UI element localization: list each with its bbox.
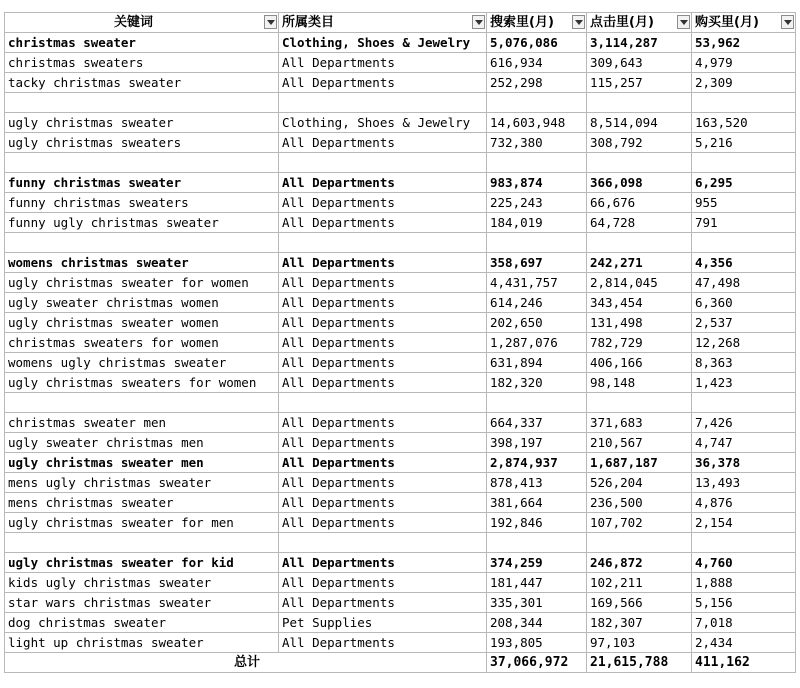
cell-keyword[interactable]: star wars christmas sweater [5, 593, 279, 613]
empty-cell[interactable] [692, 233, 796, 253]
cell-search[interactable]: 4,431,757 [487, 273, 587, 293]
cell-click[interactable]: 107,702 [587, 513, 692, 533]
table-row [5, 453, 796, 473]
cell-keyword[interactable]: ugly christmas sweater women [5, 313, 279, 333]
cell-search[interactable]: 398,197 [487, 433, 587, 453]
cell-purchase[interactable]: 13,493 [692, 473, 796, 493]
cell-search[interactable]: 193,805 [487, 633, 587, 653]
cell-category[interactable]: All Departments [279, 593, 487, 613]
cell-category[interactable]: All Departments [279, 513, 487, 533]
empty-separator-row [5, 153, 796, 173]
cell-search[interactable]: 878,413 [487, 473, 587, 493]
table-row [5, 313, 796, 333]
empty-cell[interactable] [487, 393, 587, 413]
cell-purchase[interactable]: 1,423 [692, 373, 796, 393]
cell-category[interactable]: All Departments [279, 373, 487, 393]
empty-cell[interactable] [487, 153, 587, 173]
cell-keyword[interactable]: ugly christmas sweater [5, 113, 279, 133]
cell-purchase[interactable]: 4,876 [692, 493, 796, 513]
cell-click[interactable]: 169,566 [587, 593, 692, 613]
cell-keyword[interactable]: ugly christmas sweater for women [5, 273, 279, 293]
cell-category[interactable]: All Departments [279, 493, 487, 513]
empty-cell[interactable] [587, 93, 692, 113]
cell-category[interactable]: All Departments [279, 433, 487, 453]
table-row [5, 253, 796, 273]
empty-cell[interactable] [5, 93, 279, 113]
keyword-table [4, 12, 796, 673]
cell-purchase[interactable]: 5,216 [692, 133, 796, 153]
cell-search[interactable]: 664,337 [487, 413, 587, 433]
cell-purchase[interactable]: 2,537 [692, 313, 796, 333]
cell-click[interactable]: 246,872 [587, 553, 692, 573]
total-click[interactable]: 21,615,788 [587, 653, 692, 673]
cell-keyword[interactable]: ugly christmas sweater men [5, 453, 279, 473]
cell-category[interactable]: Pet Supplies [279, 613, 487, 633]
cell-click[interactable]: 406,166 [587, 353, 692, 373]
empty-cell[interactable] [5, 153, 279, 173]
empty-cell[interactable] [5, 233, 279, 253]
table-row [5, 113, 796, 133]
cell-click[interactable]: 526,204 [587, 473, 692, 493]
cell-click[interactable]: 1,687,187 [587, 453, 692, 473]
cell-purchase[interactable]: 4,979 [692, 53, 796, 73]
table-row [5, 493, 796, 513]
cell-search[interactable]: 252,298 [487, 73, 587, 93]
cell-search[interactable]: 184,019 [487, 213, 587, 233]
table-row [5, 213, 796, 233]
cell-purchase[interactable]: 47,498 [692, 273, 796, 293]
cell-click[interactable]: 371,683 [587, 413, 692, 433]
cell-purchase[interactable]: 4,747 [692, 433, 796, 453]
empty-cell[interactable] [5, 533, 279, 553]
cell-keyword[interactable]: funny christmas sweater [5, 173, 279, 193]
table-row [5, 613, 796, 633]
filter-dropdown-icon[interactable] [472, 15, 485, 29]
empty-cell[interactable] [692, 93, 796, 113]
header-label: 购买里(月) [695, 15, 759, 30]
cell-search[interactable]: 614,246 [487, 293, 587, 313]
cell-search[interactable]: 381,664 [487, 493, 587, 513]
cell-click[interactable]: 210,567 [587, 433, 692, 453]
cell-search[interactable]: 1,287,076 [487, 333, 587, 353]
empty-cell[interactable] [587, 393, 692, 413]
cell-search[interactable]: 616,934 [487, 53, 587, 73]
header-label: 点击里(月) [590, 15, 654, 30]
cell-click[interactable]: 782,729 [587, 333, 692, 353]
cell-click[interactable]: 98,148 [587, 373, 692, 393]
empty-cell[interactable] [692, 393, 796, 413]
table-row [5, 553, 796, 573]
cell-click[interactable]: 131,498 [587, 313, 692, 333]
cell-category[interactable]: All Departments [279, 273, 487, 293]
table-row [5, 73, 796, 93]
empty-cell[interactable] [279, 233, 487, 253]
cell-purchase[interactable]: 4,760 [692, 553, 796, 573]
empty-cell[interactable] [487, 233, 587, 253]
total-row [5, 653, 796, 673]
total-purchase[interactable]: 411,162 [692, 653, 796, 673]
header-purchase-volume[interactable] [692, 13, 796, 33]
empty-separator-row [5, 93, 796, 113]
cell-click[interactable]: 102,211 [587, 573, 692, 593]
cell-search[interactable]: 182,320 [487, 373, 587, 393]
cell-category[interactable]: All Departments [279, 293, 487, 313]
cell-search[interactable]: 5,076,086 [487, 33, 587, 53]
cell-click[interactable]: 242,271 [587, 253, 692, 273]
empty-cell[interactable] [279, 93, 487, 113]
table-row [5, 173, 796, 193]
table-body [5, 33, 796, 653]
cell-purchase[interactable]: 6,360 [692, 293, 796, 313]
cell-keyword[interactable]: christmas sweater [5, 33, 279, 53]
table-row [5, 413, 796, 433]
cell-category[interactable]: All Departments [279, 413, 487, 433]
cell-purchase[interactable]: 12,268 [692, 333, 796, 353]
header-search-volume[interactable] [487, 13, 587, 33]
empty-cell[interactable] [692, 153, 796, 173]
cell-purchase[interactable]: 1,888 [692, 573, 796, 593]
empty-cell[interactable] [279, 153, 487, 173]
cell-click[interactable]: 64,728 [587, 213, 692, 233]
cell-keyword[interactable]: funny christmas sweaters [5, 193, 279, 213]
table-row [5, 373, 796, 393]
cell-click[interactable]: 3,114,287 [587, 33, 692, 53]
empty-cell[interactable] [587, 533, 692, 553]
cell-category[interactable]: Clothing, Shoes & Jewelry [279, 113, 487, 133]
cell-category[interactable]: All Departments [279, 553, 487, 573]
cell-search[interactable]: 208,344 [487, 613, 587, 633]
filter-dropdown-icon[interactable] [677, 15, 690, 29]
cell-purchase[interactable]: 2,434 [692, 633, 796, 653]
cell-click[interactable]: 97,103 [587, 633, 692, 653]
empty-separator-row [5, 233, 796, 253]
cell-keyword[interactable]: ugly christmas sweater for men [5, 513, 279, 533]
total-search[interactable]: 37,066,972 [487, 653, 587, 673]
cell-category[interactable]: All Departments [279, 213, 487, 233]
total-label[interactable]: 总计 [5, 653, 487, 673]
cell-click[interactable]: 366,098 [587, 173, 692, 193]
cell-search[interactable]: 192,846 [487, 513, 587, 533]
cell-click[interactable]: 236,500 [587, 493, 692, 513]
cell-click[interactable]: 308,792 [587, 133, 692, 153]
cell-search[interactable]: 732,380 [487, 133, 587, 153]
table-row [5, 573, 796, 593]
cell-purchase[interactable]: 7,426 [692, 413, 796, 433]
table-row [5, 593, 796, 613]
empty-cell[interactable] [279, 393, 487, 413]
header-category[interactable] [279, 13, 487, 33]
cell-keyword[interactable]: christmas sweaters for women [5, 333, 279, 353]
table-row [5, 633, 796, 653]
cell-category[interactable]: All Departments [279, 453, 487, 473]
cell-purchase[interactable]: 955 [692, 193, 796, 213]
cell-purchase[interactable]: 36,378 [692, 453, 796, 473]
table-row [5, 273, 796, 293]
cell-category[interactable]: All Departments [279, 133, 487, 153]
cell-search[interactable]: 2,874,937 [487, 453, 587, 473]
table-row [5, 193, 796, 213]
cell-keyword[interactable]: light up christmas sweater [5, 633, 279, 653]
cell-search[interactable]: 181,447 [487, 573, 587, 593]
table-row [5, 133, 796, 153]
cell-search[interactable]: 983,874 [487, 173, 587, 193]
spreadsheet [4, 12, 796, 673]
table-row [5, 53, 796, 73]
cell-search[interactable]: 358,697 [487, 253, 587, 273]
table-row [5, 513, 796, 533]
cell-purchase[interactable]: 163,520 [692, 113, 796, 133]
cell-keyword[interactable]: dog christmas sweater [5, 613, 279, 633]
cell-keyword[interactable]: christmas sweaters [5, 53, 279, 73]
header-label: 所属类目 [282, 15, 335, 30]
table-row [5, 433, 796, 453]
table-row [5, 353, 796, 373]
cell-purchase[interactable]: 6,295 [692, 173, 796, 193]
header-row [5, 13, 796, 33]
filter-dropdown-icon[interactable] [264, 15, 277, 29]
cell-purchase[interactable]: 791 [692, 213, 796, 233]
empty-cell[interactable] [692, 533, 796, 553]
cell-search[interactable]: 202,650 [487, 313, 587, 333]
empty-cell[interactable] [487, 533, 587, 553]
cell-purchase[interactable]: 2,154 [692, 513, 796, 533]
cell-category[interactable]: All Departments [279, 53, 487, 73]
cell-category[interactable]: All Departments [279, 313, 487, 333]
empty-cell[interactable] [587, 233, 692, 253]
cell-purchase[interactable]: 8,363 [692, 353, 796, 373]
cell-keyword[interactable]: ugly christmas sweaters for women [5, 373, 279, 393]
empty-separator-row [5, 393, 796, 413]
cell-click[interactable]: 115,257 [587, 73, 692, 93]
cell-keyword[interactable]: kids ugly christmas sweater [5, 573, 279, 593]
cell-purchase[interactable]: 4,356 [692, 253, 796, 273]
cell-search[interactable]: 631,894 [487, 353, 587, 373]
table-row [5, 473, 796, 493]
empty-cell[interactable] [487, 93, 587, 113]
cell-search[interactable]: 14,603,948 [487, 113, 587, 133]
cell-keyword[interactable]: funny ugly christmas sweater [5, 213, 279, 233]
cell-purchase[interactable]: 5,156 [692, 593, 796, 613]
cell-keyword[interactable]: ugly christmas sweater for kid [5, 553, 279, 573]
table-row [5, 293, 796, 313]
filter-dropdown-icon[interactable] [781, 15, 794, 29]
table-row [5, 333, 796, 353]
cell-category[interactable]: All Departments [279, 333, 487, 353]
cell-click[interactable]: 66,676 [587, 193, 692, 213]
cell-category[interactable]: All Departments [279, 633, 487, 653]
header-click-volume[interactable] [587, 13, 692, 33]
header-label: 关键词 [113, 15, 153, 30]
cell-click[interactable]: 8,514,094 [587, 113, 692, 133]
cell-category[interactable]: All Departments [279, 353, 487, 373]
cell-keyword[interactable]: ugly sweater christmas women [5, 293, 279, 313]
cell-purchase[interactable]: 53,962 [692, 33, 796, 53]
cell-click[interactable]: 309,643 [587, 53, 692, 73]
cell-keyword[interactable]: ugly christmas sweaters [5, 133, 279, 153]
cell-category[interactable]: All Departments [279, 173, 487, 193]
cell-purchase[interactable]: 2,309 [692, 73, 796, 93]
cell-keyword[interactable]: mens ugly christmas sweater [5, 473, 279, 493]
cell-keyword[interactable]: womens ugly christmas sweater [5, 353, 279, 373]
cell-category[interactable]: All Departments [279, 73, 487, 93]
cell-click[interactable]: 182,307 [587, 613, 692, 633]
cell-keyword[interactable]: christmas sweater men [5, 413, 279, 433]
cell-category[interactable]: All Departments [279, 473, 487, 493]
cell-search[interactable]: 335,301 [487, 593, 587, 613]
empty-cell[interactable] [5, 393, 279, 413]
table-row [5, 33, 796, 53]
cell-purchase[interactable]: 7,018 [692, 613, 796, 633]
empty-cell[interactable] [587, 153, 692, 173]
cell-keyword[interactable]: womens christmas sweater [5, 253, 279, 273]
cell-category[interactable]: All Departments [279, 193, 487, 213]
cell-category[interactable]: All Departments [279, 573, 487, 593]
empty-separator-row [5, 533, 796, 553]
header-label: 搜索里(月) [490, 15, 554, 30]
cell-category[interactable]: All Departments [279, 253, 487, 273]
cell-search[interactable]: 374,259 [487, 553, 587, 573]
filter-dropdown-icon[interactable] [572, 15, 585, 29]
cell-click[interactable]: 2,814,045 [587, 273, 692, 293]
cell-keyword[interactable]: tacky christmas sweater [5, 73, 279, 93]
cell-category[interactable]: Clothing, Shoes & Jewelry [279, 33, 487, 53]
cell-keyword[interactable]: mens christmas sweater [5, 493, 279, 513]
cell-click[interactable]: 343,454 [587, 293, 692, 313]
cell-keyword[interactable]: ugly sweater christmas men [5, 433, 279, 453]
empty-cell[interactable] [279, 533, 487, 553]
cell-search[interactable]: 225,243 [487, 193, 587, 213]
header-keyword[interactable] [5, 13, 279, 33]
